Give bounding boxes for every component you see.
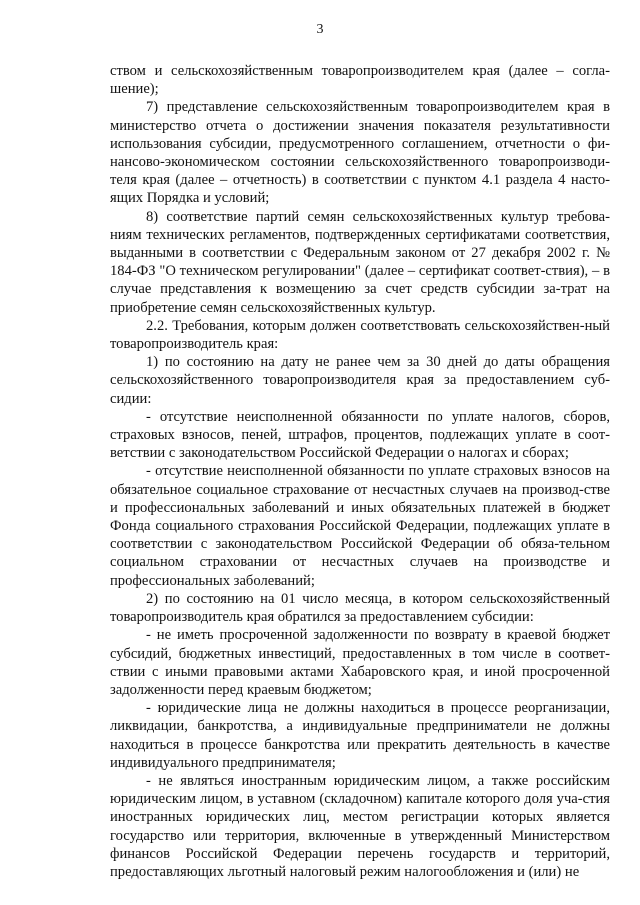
paragraph-bullet-debt: - не иметь просроченной задолженности по возврату в краевой бюджет субсидий, бюджетных инвестиций, предоставленных в том числе в соответ-ствии с иными правовыми актами Хабаровского края, и иной просроченной задолженности перед краевым бюджетом;: [110, 627, 610, 698]
page-number: 3: [316, 22, 324, 37]
paragraph-bullet-foreign-entity: - не являться иностранным юридическим лицом, а также российским юридическим лицом, в уставном (складочном) капитале которого доля уча-стия иностранных юридических лиц, местом регистрации которых является государство или территория, включенные в утвержденный Министерством финансов Российской Федерации перечень государств и территорий, предоставляющих льготный налоговый режим налогообложения и (или) не: [110, 772, 610, 880]
paragraph-continuation: ством и сельскохозяйственным товаропроизводителем края (далее – согла-шение);: [110, 63, 610, 98]
paragraph-section-2-2: 2.2. Требования, которым должен соответствовать сельскохозяйствен-ный товаропроизводитель края:: [110, 317, 610, 353]
document-body: [110, 62, 610, 881]
paragraph-subitem-2: 2) по состоянию на 01 число месяца, в котором сельскохозяйственный товаропроизводитель края обратился за предоставлением субсидии:: [110, 590, 610, 626]
paragraph-bullet-reorganization: - юридические лица не должны находиться в процессе реорганизации, ликвидации, банкротства, а индивидуальные предприниматели не должны находиться в процессе банкротства или прекратить деятельность в качестве индивидуального предпринимателя;: [110, 700, 610, 771]
paragraph-bullet-taxes: - отсутствие неисполненной обязанности по уплате налогов, сборов, страховых взносов, пеней, штрафов, процентов, подлежащих уплате в соот-ветствии с законодательством Российской Федерации о налогах и сборах;: [110, 408, 610, 462]
paragraph-subitem-1: 1) по состоянию на дату не ранее чем за 30 дней до даты обращения сельскохозяйственного товаропроизводителя края за предоставлением суб-сидии:: [110, 354, 610, 407]
paragraph-bullet-insurance: - отсутствие неисполненной обязанности по уплате страховых взносов на обязательное социальное страхование от несчастных случаев на производ-стве и профессиональных заболеваний и иных обязательных платежей в бюджет Фонда социального страхования Российской Федерации, подлежащих уплате в соответствии с законодательством Российской Федерации об обяза-тельном социальном страховании от несчастных случаев на производстве и профессиональных заболеваний;: [110, 463, 610, 589]
paragraph-item-8: 8) соответствие партий семян сельскохозяйственных культур требова-ниям технических регламентов, подтвержденных сертификатами соответствия, выданными в соответствии с Федеральным законом от 27 декабря 2002 г. № 184-ФЗ "О техническом регулировании" (далее – сертификат соответ-ствия), – в случае представления к возмещению за счет средств субсидии за-трат на приобретение семян сельскохозяйственных культур.: [110, 208, 610, 316]
paragraph-item-7: 7) представление сельскохозяйственным товаропроизводителем края в министерство отчета о достижении значения показателя результативности использования субсидии, предусмотренного соглашением, отчетности о фи-нансово-экономическом состоянии сельскохозяйственного товаропроизводи-теля края (далее – отчетность) в соответствии с пунктом 4.1 раздела 4 насто-ящих Порядка и условий;: [110, 99, 610, 207]
